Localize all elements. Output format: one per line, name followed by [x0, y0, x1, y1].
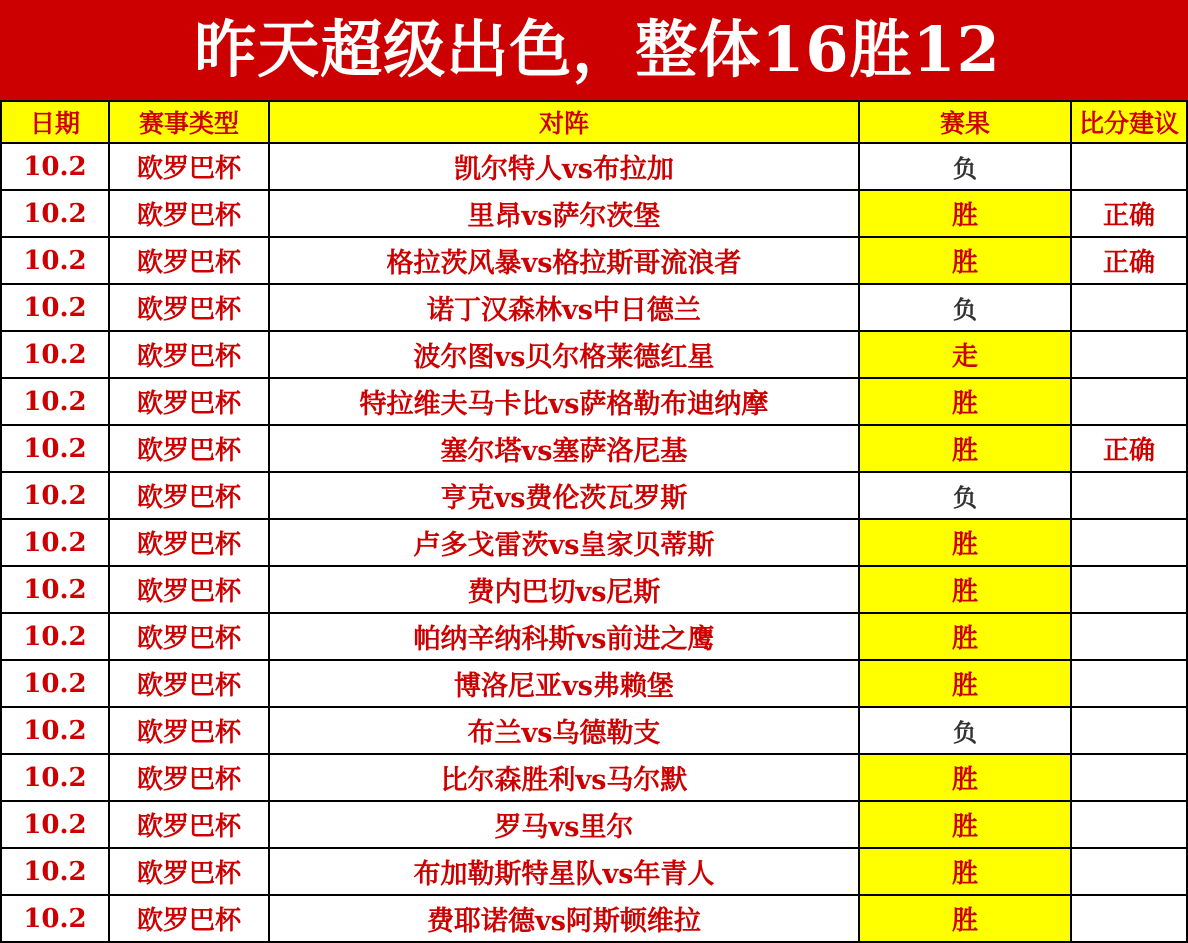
- table-row: [1, 425, 1187, 472]
- table-row: [1, 472, 1187, 519]
- cell-league: 欧罗巴杯: [109, 848, 269, 895]
- cell-league: 欧罗巴杯: [109, 425, 269, 472]
- cell-result: 胜: [859, 848, 1071, 895]
- cell-league: 欧罗巴杯: [109, 566, 269, 613]
- cell-league: 欧罗巴杯: [109, 472, 269, 519]
- cell-suggestion: [1071, 707, 1187, 754]
- cell-date: 10.2: [1, 378, 109, 425]
- cell-result: 负: [859, 472, 1071, 519]
- cell-result: 胜: [859, 895, 1071, 942]
- cell-result: 负: [859, 284, 1071, 331]
- cell-result: 走: [859, 331, 1071, 378]
- cell-result: 胜: [859, 801, 1071, 848]
- cell-match: 波尔图vs贝尔格莱德红星: [269, 331, 859, 378]
- cell-suggestion: [1071, 613, 1187, 660]
- cell-match: 博洛尼亚vs弗赖堡: [269, 660, 859, 707]
- table-row: [1, 143, 1187, 190]
- banner: [115, 0, 1080, 100]
- cell-suggestion: 正确: [1071, 425, 1187, 472]
- table-row: [1, 707, 1187, 754]
- cell-match: 布加勒斯特星队vs年青人: [269, 848, 859, 895]
- table-row: [1, 848, 1187, 895]
- cell-result: 胜: [859, 613, 1071, 660]
- banner-right-fill: [1080, 0, 1188, 100]
- table-row: [1, 895, 1187, 942]
- cell-result: 胜: [859, 754, 1071, 801]
- cell-league: 欧罗巴杯: [109, 660, 269, 707]
- cell-suggestion: [1071, 895, 1187, 942]
- cell-match: 诺丁汉森林vs中日德兰: [269, 284, 859, 331]
- cell-league: 欧罗巴杯: [109, 143, 269, 190]
- cell-suggestion: [1071, 378, 1187, 425]
- cell-suggestion: [1071, 284, 1187, 331]
- table-body: [1, 143, 1187, 942]
- results-table: [0, 100, 1188, 943]
- table-row: [1, 519, 1187, 566]
- cell-league: 欧罗巴杯: [109, 754, 269, 801]
- cell-league: 欧罗巴杯: [109, 190, 269, 237]
- cell-match: 罗马vs里尔: [269, 801, 859, 848]
- table-header-row: [1, 101, 1187, 143]
- cell-suggestion: [1071, 754, 1187, 801]
- cell-match: 费内巴切vs尼斯: [269, 566, 859, 613]
- table-row: [1, 284, 1187, 331]
- cell-result: 负: [859, 143, 1071, 190]
- column-header-match: 对阵: [269, 101, 859, 143]
- cell-suggestion: [1071, 801, 1187, 848]
- cell-league: 欧罗巴杯: [109, 237, 269, 284]
- cell-match: 布兰vs乌德勒支: [269, 707, 859, 754]
- cell-date: 10.2: [1, 754, 109, 801]
- cell-date: 10.2: [1, 895, 109, 942]
- cell-match: 塞尔塔vs塞萨洛尼基: [269, 425, 859, 472]
- table-row: [1, 660, 1187, 707]
- cell-suggestion: [1071, 519, 1187, 566]
- cell-result: 胜: [859, 378, 1071, 425]
- cell-league: 欧罗巴杯: [109, 284, 269, 331]
- cell-date: 10.2: [1, 190, 109, 237]
- cell-match: 凯尔特人vs布拉加: [269, 143, 859, 190]
- table-header: [1, 101, 1187, 143]
- cell-suggestion: 正确: [1071, 190, 1187, 237]
- cell-match: 特拉维夫马卡比vs萨格勒布迪纳摩: [269, 378, 859, 425]
- cell-league: 欧罗巴杯: [109, 519, 269, 566]
- cell-date: 10.2: [1, 331, 109, 378]
- table-row: [1, 613, 1187, 660]
- cell-league: 欧罗巴杯: [109, 613, 269, 660]
- cell-date: 10.2: [1, 801, 109, 848]
- cell-suggestion: [1071, 143, 1187, 190]
- table-row: [1, 378, 1187, 425]
- cell-match: 费耶诺德vs阿斯顿维拉: [269, 895, 859, 942]
- cell-match: 里昂vs萨尔茨堡: [269, 190, 859, 237]
- cell-date: 10.2: [1, 237, 109, 284]
- cell-match: 卢多戈雷茨vs皇家贝蒂斯: [269, 519, 859, 566]
- cell-suggestion: [1071, 848, 1187, 895]
- cell-date: 10.2: [1, 519, 109, 566]
- column-header-date: 日期: [1, 101, 109, 143]
- cell-result: 胜: [859, 566, 1071, 613]
- cell-league: 欧罗巴杯: [109, 331, 269, 378]
- cell-suggestion: 正确: [1071, 237, 1187, 284]
- cell-match: 比尔森胜利vs马尔默: [269, 754, 859, 801]
- cell-date: 10.2: [1, 425, 109, 472]
- cell-result: 胜: [859, 425, 1071, 472]
- cell-suggestion: [1071, 472, 1187, 519]
- cell-league: 欧罗巴杯: [109, 707, 269, 754]
- cell-league: 欧罗巴杯: [109, 378, 269, 425]
- cell-date: 10.2: [1, 143, 109, 190]
- cell-suggestion: [1071, 331, 1187, 378]
- cell-date: 10.2: [1, 472, 109, 519]
- table-row: [1, 331, 1187, 378]
- cell-date: 10.2: [1, 613, 109, 660]
- cell-date: 10.2: [1, 284, 109, 331]
- cell-date: 10.2: [1, 566, 109, 613]
- column-header-league: 赛事类型: [109, 101, 269, 143]
- table-row: [1, 190, 1187, 237]
- table-row: [1, 566, 1187, 613]
- cell-league: 欧罗巴杯: [109, 801, 269, 848]
- cell-date: 10.2: [1, 848, 109, 895]
- cell-date: 10.2: [1, 660, 109, 707]
- table-row: [1, 237, 1187, 284]
- table-row: [1, 801, 1187, 848]
- cell-date: 10.2: [1, 707, 109, 754]
- column-header-suggestion: 比分建议: [1071, 101, 1187, 143]
- cell-result: 胜: [859, 190, 1071, 237]
- cell-result: 负: [859, 707, 1071, 754]
- banner-left-fill: [0, 0, 115, 100]
- cell-result: 胜: [859, 519, 1071, 566]
- cell-match: 格拉茨风暴vs格拉斯哥流浪者: [269, 237, 859, 284]
- page-title: 昨天超级出色，整体16胜12: [194, 13, 1001, 86]
- cell-result: 胜: [859, 237, 1071, 284]
- cell-match: 亨克vs费伦茨瓦罗斯: [269, 472, 859, 519]
- cell-suggestion: [1071, 566, 1187, 613]
- cell-match: 帕纳辛纳科斯vs前进之鹰: [269, 613, 859, 660]
- cell-result: 胜: [859, 660, 1071, 707]
- column-header-result: 赛果: [859, 101, 1071, 143]
- cell-league: 欧罗巴杯: [109, 895, 269, 942]
- cell-suggestion: [1071, 660, 1187, 707]
- table-row: [1, 754, 1187, 801]
